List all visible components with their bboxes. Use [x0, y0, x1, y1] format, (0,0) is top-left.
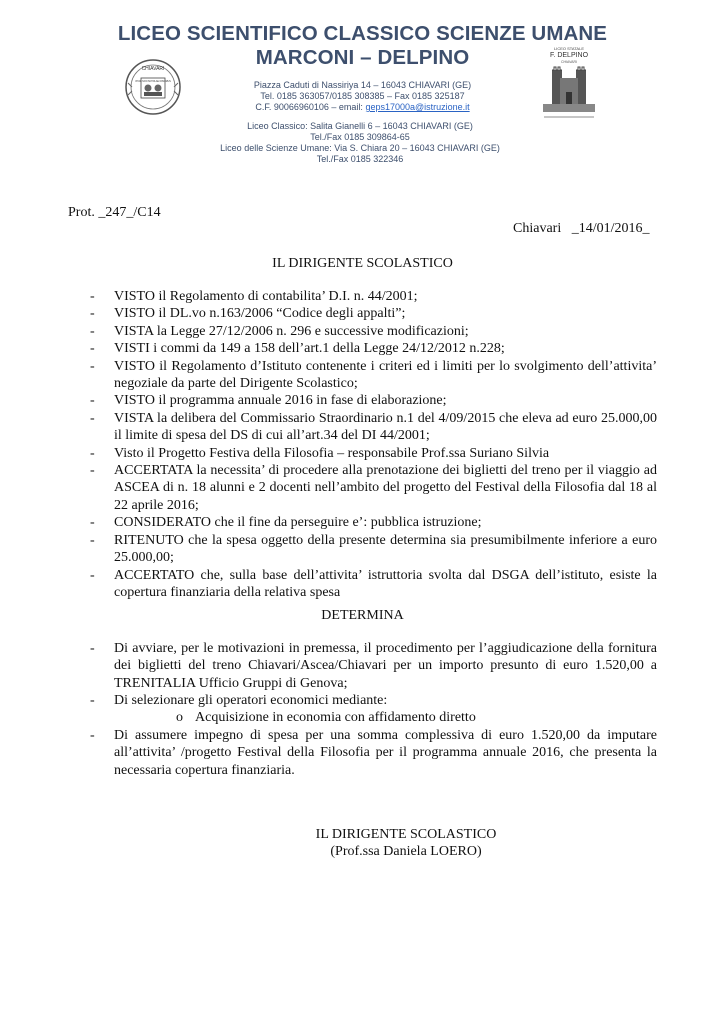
protocol-number: Prot. _247_/C14 — [68, 205, 161, 220]
list-item: - VISTO il programma annuale 2016 in fase di elaborazione; — [88, 392, 657, 409]
list-item: - VISTA la delibera del Commissario Straordinario n.1 del 4/09/2015 che eleva ad euro 25.000,00 il limite di spesa del DS di cui all’art.34 del DI 44/2001; — [88, 410, 657, 445]
list-item: - ACCERTATA la necessita’ di procedere alla prenotazione dei biglietti del treno per il viaggio ad ASCEA di n. 18 alunni e 2 docenti nell’ambito del progetto del Festival della Filosofia dal 18 al 22 aprile 2016; — [88, 462, 657, 514]
list-item: - VISTI i commi da 149 a 158 dell’art.1 della Legge 24/12/2012 n.228; — [88, 340, 657, 357]
seal-motto-text: VITAE NON SCHOLAE DISCIMUS — [135, 81, 171, 83]
list-item: - RITENUTO che la spesa oggetto della presente determina sia presumibilmente inferiore a euro 25.000,00; — [88, 532, 657, 567]
list-item: - VISTO il Regolamento di contabilita’ D.I. n. 44/2001; — [88, 288, 657, 305]
umane-phone: Tel./Fax 0185 322346 — [316, 154, 404, 164]
tax-code-email-line — [205, 102, 520, 113]
tax-code: C.F. 90066960106 – email: — [255, 102, 366, 112]
classico-phone: Tel./Fax 0185 309864-65 — [310, 132, 410, 142]
premises-list — [88, 288, 657, 601]
heading-dirigente: IL DIRIGENTE SCOLASTICO — [272, 256, 453, 271]
list-item: - ACCERTATO che, sulla base dell’attivita’ istruttoria svolta dal DSGA dell’istituto, esiste la copertura finanziaria della relativa spesa — [88, 567, 657, 602]
signature-title: IL DIRIGENTE SCOLASTICO — [315, 827, 497, 842]
list-item: - Di assumere impegno di spesa per una somma complessiva di euro 1.520,00 da imputare all’attivita’ /progetto Festival della Filosofia per il programma annuale 2016, che presenta la necessaria copertura finanziaria. — [88, 727, 657, 779]
classico-address: Liceo Classico: Salita Gianelli 6 – 16043 CHIAVARI (GE) — [247, 121, 473, 131]
logo-liceo-text: LICEO STATALE — [553, 46, 585, 51]
main-address: Piazza Caduti di Nassiriya 14 – 16043 CHIAVARI (GE) — [253, 80, 472, 90]
decisions-list-last — [88, 727, 657, 779]
list-item: - VISTA la Legge 27/12/2006 n. 296 e successive modificazioni; — [88, 323, 657, 340]
logo-city-text: CHIAVARI — [560, 60, 578, 64]
seal-city-text: CHIAVARI — [141, 66, 165, 72]
main-phone: Tel. 0185 363057/0185 308385 – Fax 0185 325187 — [260, 91, 465, 101]
castle-logo-icon — [538, 44, 600, 122]
list-item: - CONSIDERATO che il fine da perseguire e’: pubblica istruzione; — [88, 514, 657, 531]
sub-item-text: Acquisizione in economia con affidamento diretto — [195, 710, 476, 725]
heading-determina: DETERMINA — [321, 608, 404, 623]
email-link[interactable]: geps17000a@istruzione.it — [365, 102, 470, 112]
signature-name: (Prof.ssa Daniela LOERO) — [330, 844, 482, 859]
place-date: Chiavari _14/01/2016_ — [513, 221, 650, 236]
sub-item — [176, 709, 476, 726]
school-seal-icon — [124, 58, 182, 116]
school-name-line2: MARCONI – DELPINO — [255, 46, 470, 69]
decisions-list — [88, 640, 657, 710]
list-item: - VISTO il Regolamento d’Istituto contenente i criteri ed i limiti per lo svolgimento dell’attivita’ negoziale da parte del Dirigente Scolastico; — [88, 358, 657, 393]
list-item: - VISTO il DL.vo n.163/2006 “Codice degli appalti”; — [88, 305, 657, 322]
sub-bullet: o — [176, 710, 183, 725]
list-item: - Visto il Progetto Festiva della Filosofia – responsabile Prof.ssa Suriano Silvia — [88, 445, 657, 462]
list-item: - Di avviare, per le motivazioni in premessa, il procedimento per l’aggiudicazione della fornitura dei biglietti del treno Chiavari/Ascea/Chiavari per un importo presunto di euro 1.520,00 a TRENITALIA Ufficio Gruppi di Genova; — [88, 640, 657, 692]
umane-address: Liceo delle Scienze Umane: Via S. Chiara 20 – 16043 CHIAVARI (GE) — [220, 143, 500, 153]
school-name-line1: LICEO SCIENTIFICO CLASSICO SCIENZE UMANE — [117, 22, 608, 45]
logo-name-text: F. DELPINO — [549, 52, 589, 59]
list-item: - Di selezionare gli operatori economici mediante: — [88, 692, 657, 709]
